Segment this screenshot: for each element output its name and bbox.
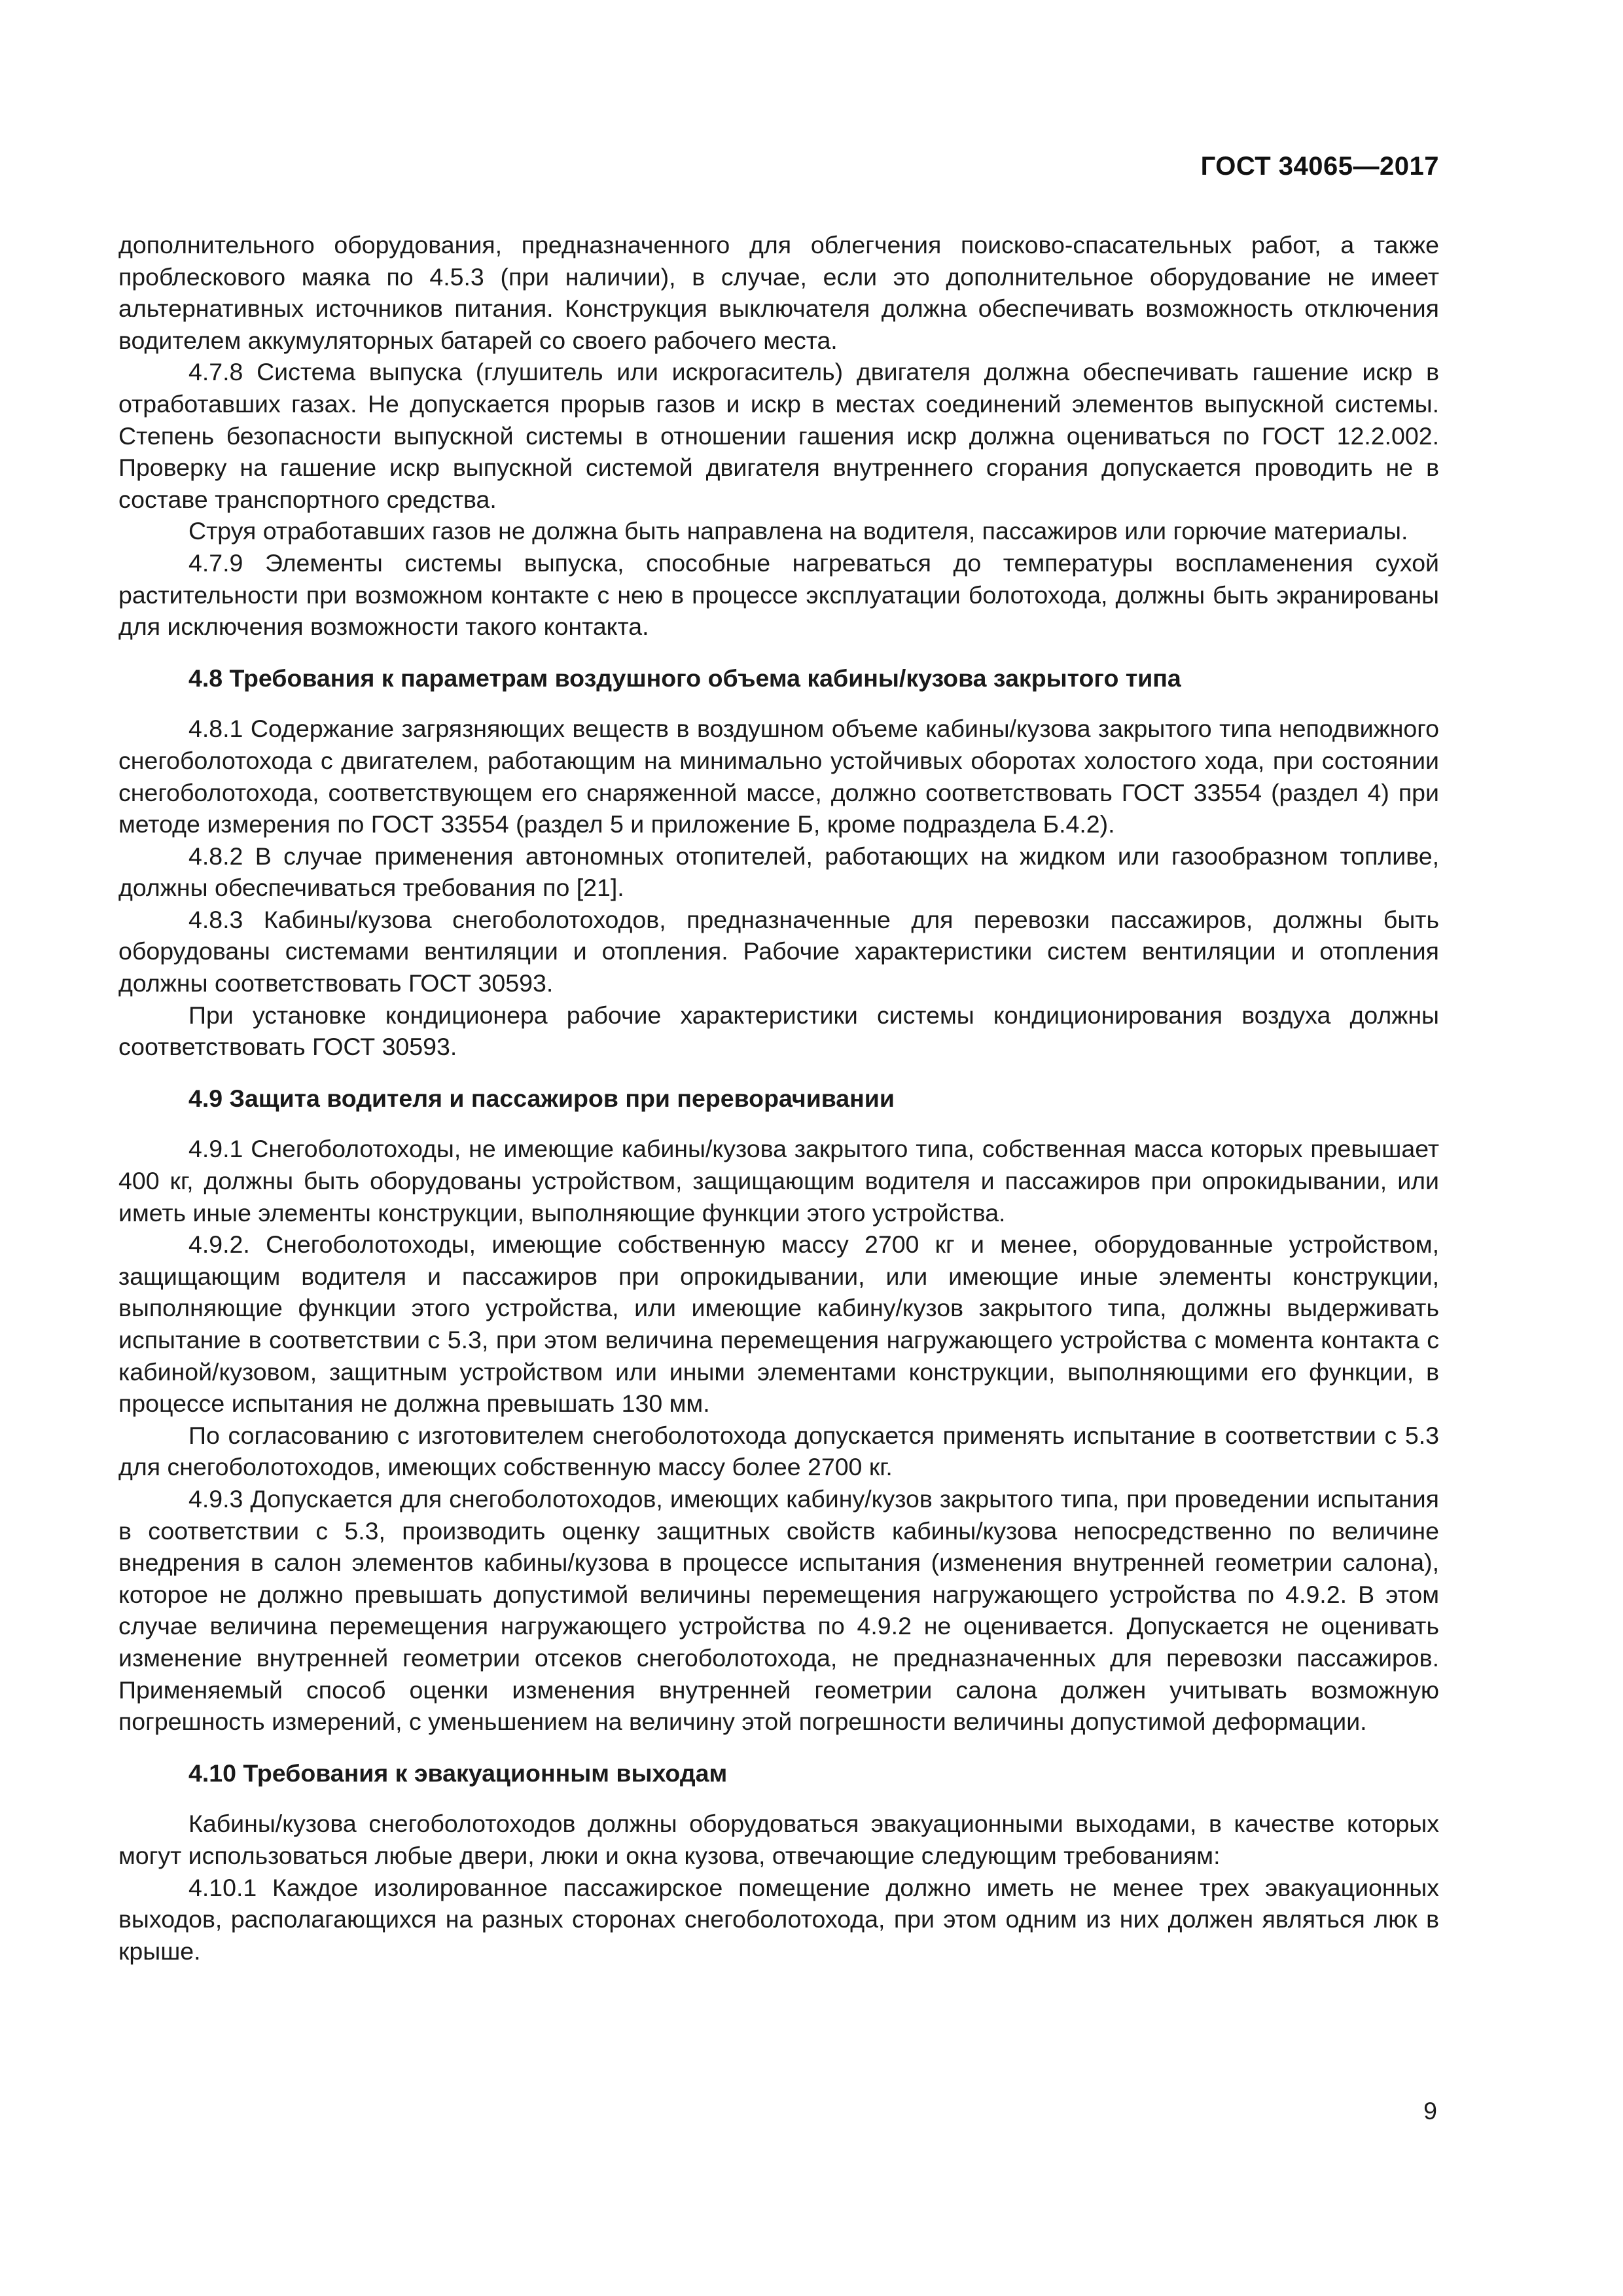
- paragraph-4-8-1: 4.8.1 Содержание загрязняющих веществ в воздушном объеме кабины/кузова закрытого типа неподвижного снегоболотохода с двигателем, работающим на минимально устойчивых оборотах холостого хода, при состоянии снегоболотохода, соответствующем его снаряженной массе, должно соответствовать ГОСТ 33554 (раздел 4) при методе измерения по ГОСТ 33554 (раздел 5 и приложение Б, кроме подраздела Б.4.2).: [118, 715, 1439, 838]
- paragraph-air-conditioner: При установке кондиционера рабочие характеристики системы кондиционирования воздуха должны соответствовать ГОСТ 30593.: [118, 1001, 1439, 1061]
- paragraph-exhaust-jet: Струя отработавших газов не должна быть направлена на водителя, пассажиров или горючие материалы.: [188, 517, 1408, 545]
- standard-code-header: ГОСТ 34065—2017: [1200, 152, 1439, 181]
- heading-4-8: 4.8 Требования к параметрам воздушного объема кабины/кузова закрытого типа: [188, 664, 1181, 692]
- paragraph-4-9-3: 4.9.3 Допускается для снегоболотоходов, имеющих кабину/кузов закрытого типа, при проведении испытания в соответствии с 5.3, производить оценку защитных свойств кабины/кузова непосредственно по величине внедрения в салон элементов кабины/кузова в процессе испытания (изменения внутренней геометрии салона), которое не должно превышать допустимой величины перемещения нагружающего устройства по 4.9.2. В этом случае величина перемещения нагружающего устройства по 4.9.2 не оценивается. Допускается не оценивать изменение внутренней геометрии отсеков снегоболотохода, не предназначенных для перевозки пассажиров. Применяемый способ оценки изменения внутренней геометрии салона должен учитывать возможную погрешность измерений, с уменьшением на величину этой погрешности величины допустимой деформации.: [118, 1484, 1439, 1736]
- paragraph-4-9-2: 4.9.2. Снегоболотоходы, имеющие собственную массу 2700 кг и менее, оборудованные устройством, защищающим водителя и пассажиров при опрокидывании, или имеющие иные элементы конструкции, выполняющие функции этого устройства, или имеющие кабину/кузов закрытого типа, должны выдерживать испытание в соответствии с 5.3, при этом величина перемещения нагружающего устройства с момента контакта с кабиной/кузовом, защитным устройством или иными элементами конструкции, выполняющими его функции, в процессе испытания не должна превышать 130 мм.: [118, 1230, 1439, 1418]
- heading-4-10: 4.10 Требования к эвакуационным выходам: [188, 1759, 728, 1787]
- paragraph-4-7-9: 4.7.9 Элементы системы выпуска, способные нагреваться до температуры воспламенения сухой растительности при возможном контакте с нею в процессе эксплуатации болотохода, должны быть экранированы для исключения возможности такого контакта.: [118, 548, 1439, 641]
- heading-4-9: 4.9 Защита водителя и пассажиров при переворачивании: [188, 1084, 895, 1112]
- paragraph-4-10-1: 4.10.1 Каждое изолированное пассажирское помещение должно иметь не менее трех эвакуационных выходов, располагающихся на разных сторонах снегоболотохода, при этом одним из них должен являться люк в крыше.: [118, 1873, 1439, 1965]
- paragraph-4-9-1: 4.9.1 Снегоболотоходы, не имеющие кабины/кузова закрытого типа, собственная масса которых превышает 400 кг, должны быть оборудованы устройством, защищающим водителя и пассажиров при опрокидывании, или иметь иные элементы конструкции, выполняющие функции этого устройства.: [118, 1135, 1439, 1227]
- document-body: [118, 229, 1439, 1967]
- paragraph-4-7-8: 4.7.8 Система выпуска (глушитель или искрогаситель) двигателя должна обеспечивать гашение искр в отработавших газах. Не допускается прорыв газов и искр в местах соединений элементов выпускной системы. Степень безопасности выпускной системы в отношении гашения искр должна оцениваться по ГОСТ 12.2.002. Проверку на гашение искр выпускной системой двигателя внутреннего сгорания допускается проводить не в составе транспортного средства.: [118, 358, 1439, 513]
- paragraph-4-8-2: 4.8.2 В случае применения автономных отопителей, работающих на жидком или газообразном топливе, должны обеспечиваться требования по [21].: [118, 842, 1439, 902]
- paragraph-agreement: По согласованию с изготовителем снегоболотохода допускается применять испытание в соответствии с 5.3 для снегоболотоходов, имеющих собственную массу более 2700 кг.: [118, 1421, 1439, 1481]
- paragraph-exits-intro: Кабины/кузова снегоболотоходов должны оборудоваться эвакуационными выходами, в качестве которых могут использоваться любые двери, люки и окна кузова, отвечающие следующим требованиям:: [118, 1810, 1439, 1869]
- paragraph-continuation: дополнительного оборудования, предназначенного для облегчения поисково-спасательных работ, а также проблескового маяка по 4.5.3 (при наличии), в случае, если это дополнительное оборудование не имеет альтернативных источников питания. Конструкция выключателя должна обеспечивать возможность отключения водителем аккумуляторных батарей со своего рабочего места.: [118, 231, 1439, 354]
- page-number: 9: [1423, 2097, 1437, 2125]
- paragraph-4-8-3: 4.8.3 Кабины/кузова снегоболотоходов, предназначенные для перевозки пассажиров, должны быть оборудованы системами вентиляции и отопления. Рабочие характеристики систем вентиляции и отопления должны соответствовать ГОСТ 30593.: [118, 905, 1439, 997]
